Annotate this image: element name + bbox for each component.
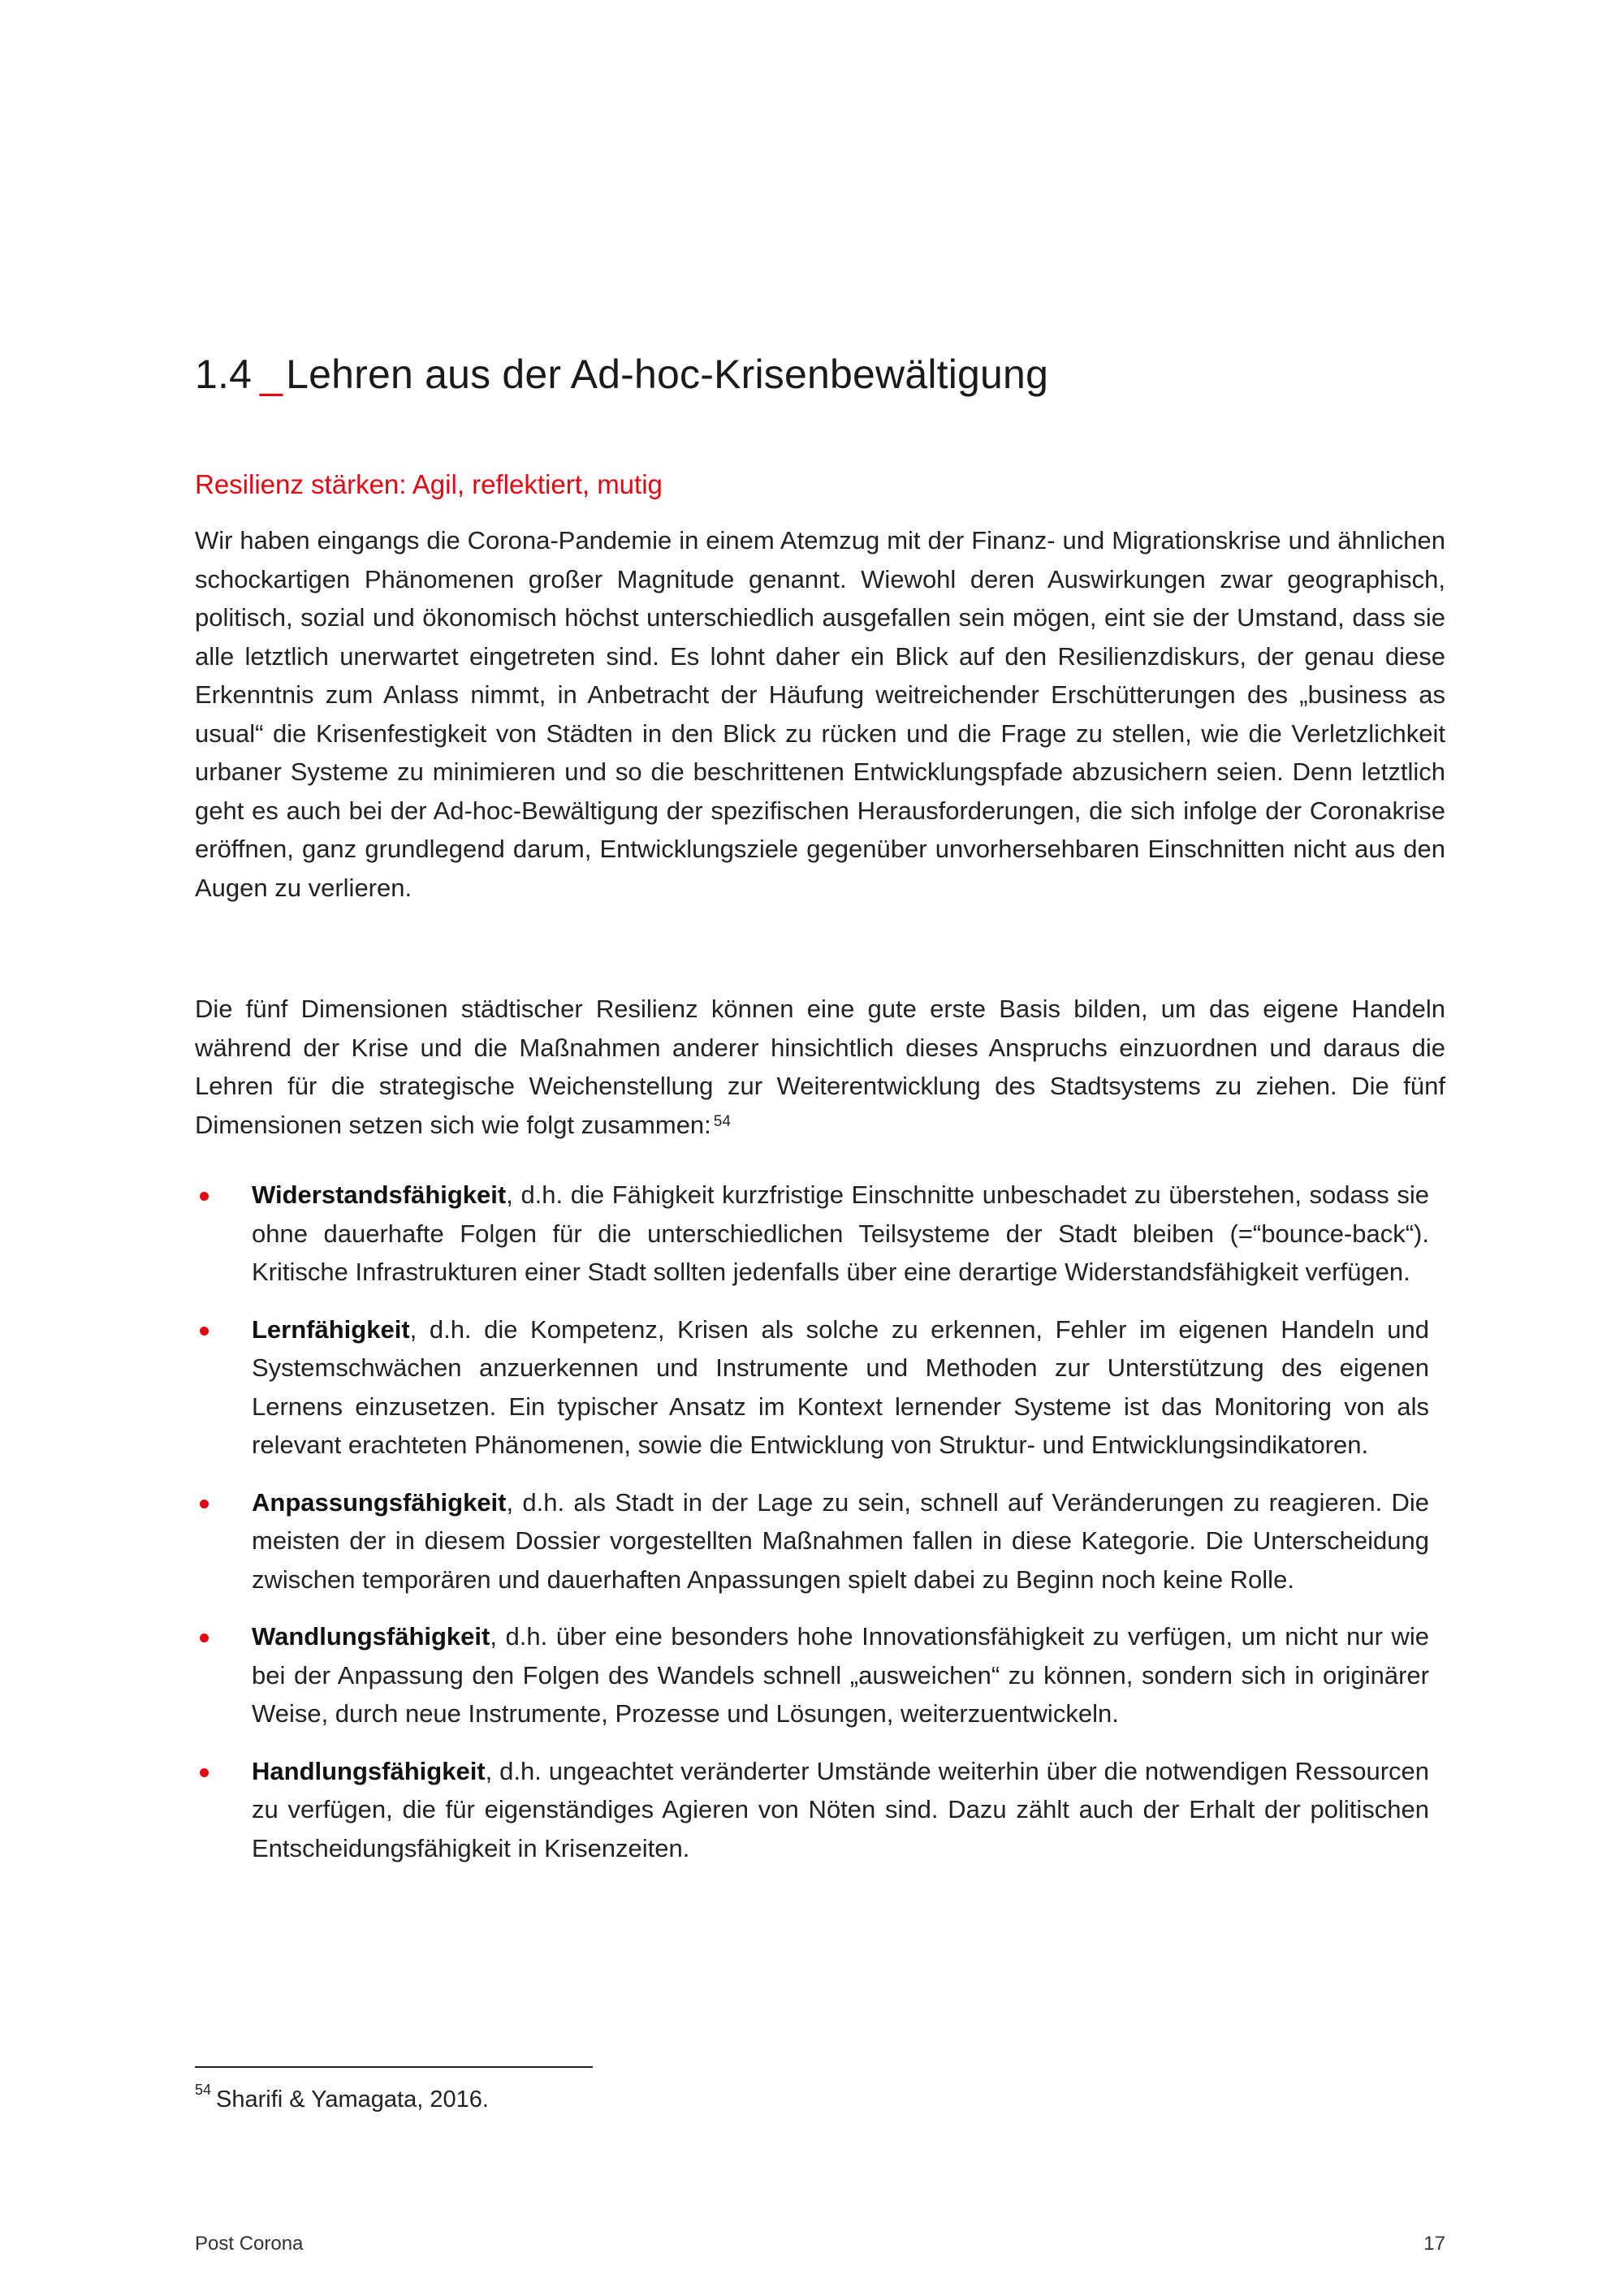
list-item-text [252, 1617, 1429, 1733]
bullet-icon [200, 1500, 209, 1508]
dimension-term: Anpassungsfähigkeit [252, 1487, 507, 1517]
dimension-description: , d.h. ungeachtet veränderter Umstände weiterhin über die notwendigen Ressourcen zu verfügen, die für eigenständiges Agieren von Nöten sind. Dazu zählt auch der Erhalt der politischen Entscheidungsfähigkeit in Krisenzeiten. [252, 1756, 1429, 1862]
footnote [195, 2082, 489, 2113]
section-title-text: Lehren aus der Ad-hoc-Krisenbewältigung [286, 352, 1049, 397]
bullet-icon [200, 1768, 209, 1777]
dimension-description: , d.h. die Fähigkeit kurzfristige Einschnitte unbeschadet zu überstehen, sodass sie ohne dauerhafte Folgen für die unterschiedlichen Teilsysteme der Stadt bleiben (=“bounce-back“). Kritische Infrastrukturen einer Stadt sollten jedenfalls über eine derartige Widerstandsfähigkeit verfügen. [252, 1180, 1429, 1286]
footnote-divider [195, 2066, 593, 2068]
dimension-term: Widerstandsfähigkeit [252, 1180, 507, 1209]
bullet-icon [200, 1192, 209, 1201]
section-title [195, 351, 1048, 398]
dimension-description: , d.h. als Stadt in der Lage zu sein, schnell auf Veränderungen zu reagieren. Die meisten der in diesem Dossier vorgestellten Maßnahmen fallen in diese Kategorie. Die Unterscheidung zwischen temporären und dauerhaften Anpassungen spielt dabei zu Beginn noch keine Rolle. [252, 1487, 1429, 1594]
footnote-text: Sharifi & Yamagata, 2016. [216, 2087, 489, 2113]
bullet-icon [200, 1327, 209, 1336]
subheading: Resilienz stärken: Agil, reflektiert, mutig [195, 469, 663, 499]
dimension-term: Lernfähigkeit [252, 1314, 410, 1344]
dimension-term: Wandlungsfähigkeit [252, 1622, 490, 1651]
footer-document-title: Post Corona [195, 2233, 304, 2255]
list-item [195, 1617, 1445, 1733]
list-item-text [252, 1483, 1429, 1599]
list-item-text [252, 1176, 1429, 1292]
list-item-text [252, 1752, 1429, 1868]
list-item [195, 1752, 1445, 1868]
paragraph-five-dimensions-text: Die fünf Dimensionen städtischer Resilienz können eine gute erste Basis bilden, um das eigene Handeln während der Krise und die Maßnahmen anderer hinsichtlich dieses Anspruchs einzuordnen und daraus die Lehren für die strategische Weichenstellung zur Weiterentwicklung des Stadtsystems zu ziehen. Die fünf Dimensionen setzen sich wie folgt zusammen: [195, 995, 1445, 1139]
dimension-description: , d.h. die Kompetenz, Krisen als solche zu erkennen, Fehler im eigenen Handeln und Systemschwächen anzuerkennen und Instrumente und Methoden zur Unterstützung des eigenen Lernens einzusetzen. Ein typischer Ansatz im Kontext lernender Systeme ist das Monitoring von als relevant erachteten Phänomenen, sowie die Entwicklung von Struktur- und Entwicklungsindikatoren. [252, 1314, 1429, 1459]
list-item [195, 1310, 1445, 1465]
section-number: 1.4 [195, 352, 253, 397]
paragraph-resilience-intro: Wir haben eingangs die Corona-Pandemie in einem Atemzug mit der Finanz- und Migrationskrise und ähnlichen schockartigen Phänomenen großer Magnitude genannt. Wiewohl deren Auswirkungen zwar geographisch, politisch, sozial und ökonomisch höchst unterschiedlich ausgefallen sein mögen, eint sie der Umstand, dass sie alle letztlich unerwartet eingetreten sind. Es lohnt daher ein Blick auf den Resilienzdiskurs, der genau diese Erkenntnis zum Anlass nimmt, in Anbetracht der Häufung weitreichender Erschütterungen des „business as usual“ die Krisenfestigkeit von Städten in den Blick zu rücken und die Frage zu stellen, wie die Verletzlichkeit urbaner Systeme zu minimieren und so die beschrittenen Entwicklungspfade abzusichern seien. Denn letztlich geht es auch bei der Ad-hoc-Bewältigung der spezifischen Herausforderungen, die sich infolge der Coronakrise eröffnen, ganz grundlegend darum, Entwicklungsziele gegenüber unvorhersehbaren Einschnitten nicht aus den Augen zu verlieren. [195, 526, 1445, 902]
section-separator: _ [260, 352, 283, 397]
dimension-description: , d.h. über eine besonders hohe Innovationsfähigkeit zu verfügen, um nicht nur wie bei der Anpassung den Folgen des Wandels schnell „ausweichen“ zu können, sondern sich in originärer Weise, durch neue Instrumente, Prozesse und Lösungen, weiterzuentwickeln. [252, 1622, 1429, 1728]
list-item [195, 1176, 1445, 1292]
dimension-term: Handlungsfähigkeit [252, 1756, 486, 1785]
page-number: 17 [1423, 2233, 1445, 2255]
dimensions-list [195, 1176, 1445, 1886]
paragraph-five-dimensions [195, 990, 1445, 1144]
list-item-text [252, 1310, 1429, 1465]
footnote-number: 54 [195, 2082, 212, 2098]
list-item [195, 1483, 1445, 1599]
footnote-reference[interactable]: 54 [713, 1112, 731, 1130]
bullet-icon [200, 1634, 209, 1642]
